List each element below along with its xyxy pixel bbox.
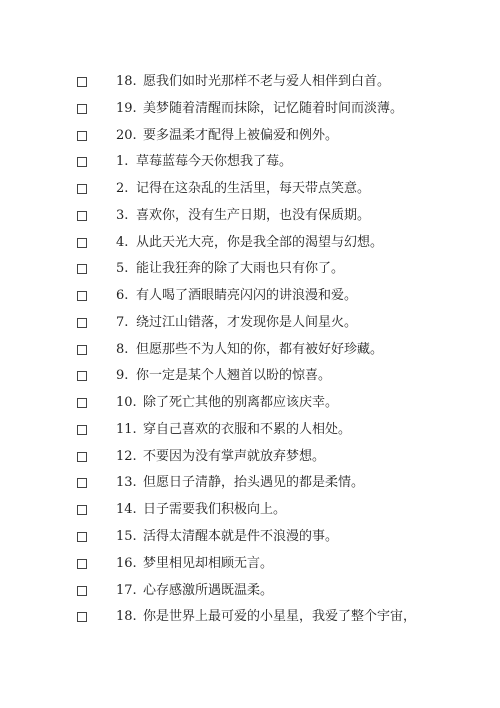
item-number: 8. [116, 341, 129, 357]
checkbox[interactable] [77, 559, 87, 569]
item-text: 但愿那些不为人知的你，都有被好好珍藏。 [136, 341, 384, 357]
item-text: 心存感激所遇既温柔。 [143, 582, 274, 598]
item-text: 绕过江山错落，才发现你是人间星火。 [136, 314, 358, 330]
item-number: 18. [116, 609, 137, 625]
checkbox[interactable] [77, 104, 87, 114]
item-text: 不要因为没有掌声就放弃梦想。 [143, 448, 326, 464]
checkbox[interactable] [77, 211, 87, 221]
item-number: 19. [116, 100, 137, 116]
item-number: 20. [116, 127, 137, 143]
item-text: 穿自己喜欢的衣服和不累的人相处。 [143, 421, 352, 437]
item-number: 1. [116, 154, 129, 170]
checkbox[interactable] [77, 371, 87, 381]
item-number: 9. [116, 368, 129, 384]
item-number: 12. [116, 448, 137, 464]
item-text: 活得太清醒本就是件不浪漫的事。 [143, 529, 339, 545]
item-text: 记得在这杂乱的生活里，每天带点笑意。 [136, 181, 371, 197]
item-text: 除了死亡其他的别离都应该庆幸。 [143, 395, 339, 411]
item-text: 日子需要我们积极向上。 [143, 502, 287, 518]
item-text: 你是世界上最可爱的小星星，我爱了整个宇宙， [143, 609, 417, 625]
item-text: 你一定是某个人翘首以盼的惊喜。 [136, 368, 332, 384]
item-number: 17. [116, 582, 137, 598]
checkbox[interactable] [77, 77, 87, 87]
item-number: 18. [116, 74, 137, 89]
item-number: 4. [116, 234, 129, 250]
checkbox[interactable] [77, 264, 87, 274]
item-text: 但愿日子清静，抬头遇见的都是柔情。 [143, 475, 365, 491]
checkbox[interactable] [77, 586, 87, 596]
item-number: 11. [116, 421, 137, 437]
checkbox[interactable] [77, 425, 87, 435]
item-number: 13. [116, 475, 137, 491]
checkbox[interactable] [77, 318, 87, 328]
checkbox[interactable] [77, 452, 87, 462]
item-number: 14. [116, 502, 137, 518]
checkbox[interactable] [77, 238, 87, 248]
item-number: 3. [116, 207, 129, 223]
list-item [0, 609, 500, 645]
checkbox[interactable] [77, 157, 87, 167]
item-text: 愿我们如时光那样不老与爱人相伴到白首。 [143, 74, 391, 89]
item-number: 15. [116, 529, 137, 545]
item-text: 从此天光大亮，你是我全部的渴望与幻想。 [136, 234, 384, 250]
item-number: 7. [116, 314, 129, 330]
checkbox[interactable] [77, 532, 87, 542]
checkbox[interactable] [77, 131, 87, 141]
checkbox[interactable] [77, 612, 87, 622]
item-text: 要多温柔才配得上被偏爱和例外。 [143, 127, 339, 143]
checkbox[interactable] [77, 478, 87, 488]
checkbox[interactable] [77, 505, 87, 515]
checklist [0, 74, 500, 645]
checkbox[interactable] [77, 184, 87, 194]
item-text: 有人喝了酒眼睛亮闪闪的讲浪漫和爱。 [136, 288, 358, 304]
item-number: 10. [116, 395, 137, 411]
item-number: 16. [116, 555, 137, 571]
checkbox[interactable] [77, 345, 87, 355]
item-text: 梦里相见却相顾无言。 [143, 555, 274, 571]
item-number: 6. [116, 288, 129, 304]
item-number: 5. [116, 261, 129, 277]
checkbox[interactable] [77, 291, 87, 301]
item-text: 喜欢你，没有生产日期，也没有保质期。 [136, 207, 371, 223]
item-text: 美梦随着清醒而抹除，记忆随着时间而淡薄。 [143, 100, 404, 116]
item-text: 草莓蓝莓今天你想我了莓。 [136, 154, 293, 170]
checkbox[interactable] [77, 398, 87, 408]
item-text: 能让我狂奔的除了大雨也只有你了。 [136, 261, 345, 277]
item-number: 2. [116, 181, 129, 197]
